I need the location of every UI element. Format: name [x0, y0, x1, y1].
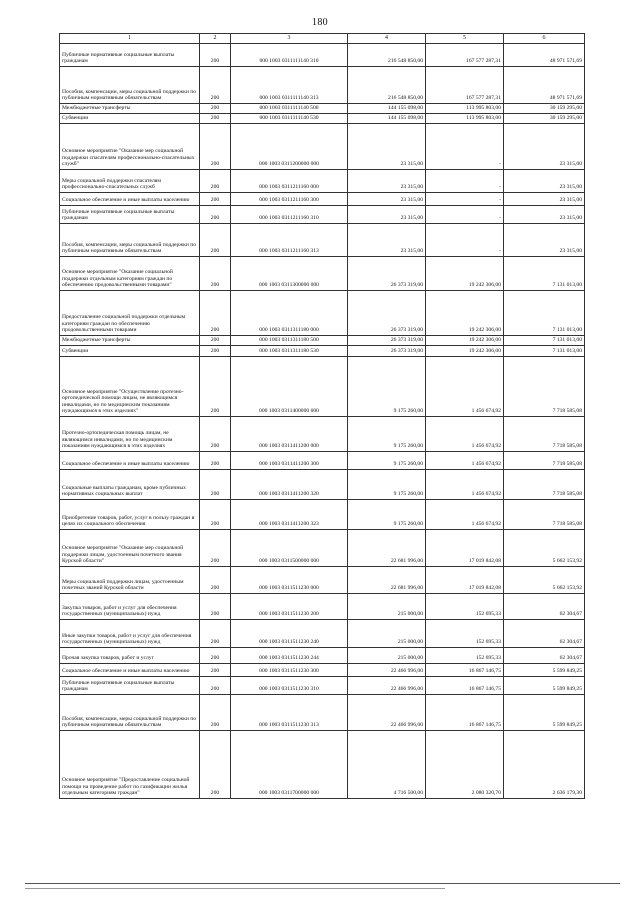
row-approved-cell: 4 716 500,00: [348, 731, 426, 799]
row-executed-cell: 152 695,33: [426, 648, 504, 664]
row-kbk-cell: 000 1003 0311211160 000: [231, 170, 348, 193]
row-name-cell: Основное мероприятие "Оказание социальной поддержки отдельным категориям граждан по обеспечению продовольственными товарами": [60, 257, 200, 291]
row-code-cell: 200: [200, 114, 231, 124]
row-executed-cell: 1 456 674,92: [426, 470, 504, 500]
page-bottom-rule-secondary: [25, 888, 445, 889]
row-name-cell: Протезно-ортопедическая помощь лицам, не являющимся инвалидами, но по медицинским показаниям нуждающимся в этих изделиях: [60, 417, 200, 452]
row-code-cell: 200: [200, 648, 231, 664]
table-row: [60, 417, 585, 452]
row-executed-cell: 152 695,33: [426, 594, 504, 620]
table-row: [60, 620, 585, 648]
row-kbk-cell: 000 1003 0311511230 300: [231, 664, 348, 677]
row-remaining-cell: 23 315,00: [504, 206, 585, 224]
row-executed-cell: 17 019 842,08: [426, 530, 504, 567]
row-remaining-cell: 5 662 153,92: [504, 567, 585, 594]
row-approved-cell: 22 681 996,00: [348, 530, 426, 567]
table-row: [60, 500, 585, 530]
row-executed-cell: 16 867 146,75: [426, 677, 504, 695]
row-approved-cell: 26 373 319,00: [348, 257, 426, 291]
row-executed-cell: 19 242 306,00: [426, 336, 504, 346]
row-code-cell: 200: [200, 224, 231, 257]
row-code-cell: 200: [200, 124, 231, 170]
row-name-cell: Публичные нормативные социальные выплаты гражданам: [60, 206, 200, 224]
column-header-2: 2: [200, 34, 231, 44]
row-remaining-cell: 5 662 153,92: [504, 530, 585, 567]
row-approved-cell: 23 315,00: [348, 124, 426, 170]
row-code-cell: 200: [200, 417, 231, 452]
column-header-5: 5: [426, 34, 504, 44]
row-remaining-cell: 7 718 585,08: [504, 452, 585, 470]
row-approved-cell: 216 548 850,00: [348, 67, 426, 104]
table-row: [60, 664, 585, 677]
row-kbk-cell: 000 1003 0311211160 300: [231, 193, 348, 206]
row-code-cell: 200: [200, 530, 231, 567]
row-kbk-cell: 000 1003 0311111140 310: [231, 44, 348, 67]
row-approved-cell: 22 466 996,00: [348, 677, 426, 695]
row-remaining-cell: 30 159 295,00: [504, 104, 585, 114]
table-row: [60, 357, 585, 417]
row-kbk-cell: 000 1003 0311300000 000: [231, 257, 348, 291]
row-kbk-cell: 000 1003 0311311180 000: [231, 291, 348, 336]
row-approved-cell: 216 548 850,00: [348, 44, 426, 67]
table-row: [60, 193, 585, 206]
table-row: [60, 114, 585, 124]
row-code-cell: 200: [200, 44, 231, 67]
row-executed-cell: 1 456 674,92: [426, 452, 504, 470]
row-code-cell: 200: [200, 257, 231, 291]
row-remaining-cell: 23 315,00: [504, 170, 585, 193]
row-name-cell: Приобретение товаров, работ, услуг в пользу граждан в целях их социального обеспечения: [60, 500, 200, 530]
row-name-cell: Иные закупки товаров, работ и услуг для обеспечения государственных (муниципальных) нужд: [60, 620, 200, 648]
table-row: [60, 452, 585, 470]
row-name-cell: Социальное обеспечение и иные выплаты населению: [60, 664, 200, 677]
row-code-cell: 200: [200, 567, 231, 594]
row-name-cell: Социальные выплаты гражданам, кроме публичных нормативных социальных выплат: [60, 470, 200, 500]
row-approved-cell: 23 315,00: [348, 170, 426, 193]
row-code-cell: 200: [200, 695, 231, 731]
row-remaining-cell: 5 599 849,25: [504, 664, 585, 677]
row-executed-cell: 16 867 146,75: [426, 695, 504, 731]
row-executed-cell: 1 456 674,92: [426, 357, 504, 417]
row-name-cell: Пособия, компенсации, меры социальной поддержки по публичным нормативным обязательствам: [60, 224, 200, 257]
row-remaining-cell: 7 718 585,08: [504, 470, 585, 500]
row-executed-cell: -: [426, 224, 504, 257]
row-remaining-cell: 30 159 295,00: [504, 114, 585, 124]
table-row: [60, 124, 585, 170]
table-row: [60, 224, 585, 257]
row-remaining-cell: 7 718 585,08: [504, 417, 585, 452]
table-row: [60, 104, 585, 114]
row-name-cell: Прочая закупка товаров, работ и услуг: [60, 648, 200, 664]
row-code-cell: 200: [200, 677, 231, 695]
row-approved-cell: 9 175 260,00: [348, 452, 426, 470]
table-row: [60, 731, 585, 799]
row-kbk-cell: 000 1003 0311311180 500: [231, 336, 348, 346]
row-remaining-cell: 5 599 849,25: [504, 695, 585, 731]
row-remaining-cell: 62 304,67: [504, 620, 585, 648]
row-kbk-cell: 000 1003 0311111140 530: [231, 114, 348, 124]
row-code-cell: 200: [200, 206, 231, 224]
row-approved-cell: 22 466 996,00: [348, 695, 426, 731]
row-kbk-cell: 000 1003 0311511230 000: [231, 567, 348, 594]
row-approved-cell: 22 681 996,00: [348, 567, 426, 594]
row-executed-cell: 152 695,33: [426, 620, 504, 648]
row-executed-cell: 17 019 842,08: [426, 567, 504, 594]
row-approved-cell: 215 000,00: [348, 594, 426, 620]
row-executed-cell: 19 242 306,00: [426, 346, 504, 357]
row-approved-cell: 9 175 260,00: [348, 357, 426, 417]
row-kbk-cell: 000 1003 0311411200 320: [231, 470, 348, 500]
row-approved-cell: 144 155 098,00: [348, 114, 426, 124]
row-name-cell: Социальное обеспечение и иные выплаты населению: [60, 193, 200, 206]
row-code-cell: 200: [200, 620, 231, 648]
row-remaining-cell: 48 971 571,69: [504, 44, 585, 67]
table-body: [60, 44, 585, 799]
table-row: [60, 336, 585, 346]
row-executed-cell: -: [426, 193, 504, 206]
row-kbk-cell: 000 1003 0311311180 530: [231, 346, 348, 357]
row-name-cell: Межбюджетные трансферты: [60, 104, 200, 114]
row-name-cell: Основное мероприятие "Оказание мер социальной поддержки спасателям профессионально-спасательных служб": [60, 124, 200, 170]
page-number: 180: [312, 17, 328, 28]
row-kbk-cell: 000 1003 0311111140 500: [231, 104, 348, 114]
row-remaining-cell: 48 971 571,69: [504, 67, 585, 104]
row-kbk-cell: 000 1003 0311211160 310: [231, 206, 348, 224]
column-header-3: 3: [231, 34, 348, 44]
row-kbk-cell: 000 1003 0311511230 240: [231, 620, 348, 648]
row-executed-cell: 2 080 320,70: [426, 731, 504, 799]
row-kbk-cell: 000 1003 0311211160 313: [231, 224, 348, 257]
row-name-cell: Социальное обеспечение и иные выплаты населению: [60, 452, 200, 470]
table-row: [60, 67, 585, 104]
row-name-cell: Пособия, компенсации, меры социальной поддержки по публичным нормативным обязательствам: [60, 67, 200, 104]
row-approved-cell: 215 000,00: [348, 620, 426, 648]
row-executed-cell: 167 577 287,31: [426, 67, 504, 104]
row-name-cell: Пособия, компенсации, меры социальной поддержки по публичным нормативным обязательствам: [60, 695, 200, 731]
row-code-cell: 200: [200, 500, 231, 530]
row-executed-cell: 16 867 146,75: [426, 664, 504, 677]
row-code-cell: 200: [200, 452, 231, 470]
column-header-6: 6: [504, 34, 585, 44]
row-approved-cell: 26 373 319,00: [348, 291, 426, 336]
row-remaining-cell: 23 315,00: [504, 224, 585, 257]
row-remaining-cell: 23 315,00: [504, 193, 585, 206]
table-row: [60, 594, 585, 620]
row-code-cell: 200: [200, 664, 231, 677]
budget-execution-table: [59, 33, 585, 799]
row-approved-cell: 215 000,00: [348, 648, 426, 664]
row-kbk-cell: 000 1003 0311511230 200: [231, 594, 348, 620]
row-approved-cell: 23 315,00: [348, 224, 426, 257]
row-remaining-cell: 23 315,00: [504, 124, 585, 170]
row-kbk-cell: 000 1003 0311700000 000: [231, 731, 348, 799]
row-executed-cell: 1 456 674,92: [426, 500, 504, 530]
row-name-cell: Меры социальной поддержки лицам, удостоенным почетных званий Курской области: [60, 567, 200, 594]
row-remaining-cell: 7 131 013,00: [504, 346, 585, 357]
page-bottom-rule: [25, 883, 620, 884]
table-row: [60, 648, 585, 664]
row-name-cell: Закупка товаров, работ и услуг для обеспечения государственных (муниципальных) нужд: [60, 594, 200, 620]
table-row: [60, 567, 585, 594]
row-name-cell: Меры социальной поддержки спасателям профессионально-спасательных служб: [60, 170, 200, 193]
row-code-cell: 200: [200, 357, 231, 417]
table-row: [60, 346, 585, 357]
row-remaining-cell: 7 131 013,00: [504, 257, 585, 291]
row-code-cell: 200: [200, 67, 231, 104]
row-remaining-cell: 7 718 585,08: [504, 500, 585, 530]
row-code-cell: 200: [200, 170, 231, 193]
row-executed-cell: 113 995 803,00: [426, 114, 504, 124]
row-remaining-cell: 5 599 849,25: [504, 677, 585, 695]
row-kbk-cell: 000 1003 0311500000 000: [231, 530, 348, 567]
row-remaining-cell: 7 131 013,00: [504, 336, 585, 346]
row-approved-cell: 9 175 260,00: [348, 500, 426, 530]
column-header-4: 4: [348, 34, 426, 44]
row-approved-cell: 23 315,00: [348, 206, 426, 224]
row-executed-cell: -: [426, 206, 504, 224]
row-kbk-cell: 000 1003 0311511230 310: [231, 677, 348, 695]
row-remaining-cell: 62 304,67: [504, 594, 585, 620]
row-name-cell: Публичные нормативные социальные выплаты гражданам: [60, 44, 200, 67]
row-code-cell: 200: [200, 104, 231, 114]
row-approved-cell: 26 373 319,00: [348, 336, 426, 346]
row-approved-cell: 22 466 996,00: [348, 664, 426, 677]
row-name-cell: Субвенции: [60, 346, 200, 357]
row-executed-cell: 1 456 674,92: [426, 417, 504, 452]
table-row: [60, 470, 585, 500]
row-code-cell: 200: [200, 470, 231, 500]
row-kbk-cell: 000 1003 0311411200 000: [231, 417, 348, 452]
row-code-cell: 200: [200, 346, 231, 357]
row-executed-cell: -: [426, 124, 504, 170]
row-name-cell: Субвенции: [60, 114, 200, 124]
row-approved-cell: 26 373 319,00: [348, 346, 426, 357]
row-kbk-cell: 000 1003 0311400000 000: [231, 357, 348, 417]
row-kbk-cell: 000 1003 0311200000 000: [231, 124, 348, 170]
row-name-cell: Основное мероприятие "Осуществление протезно-ортопедической помощи лицам, не являющимся инвалидами, но по медицинским показаниям нуждающимся в этих изделиях": [60, 357, 200, 417]
row-code-cell: 200: [200, 291, 231, 336]
row-approved-cell: 23 315,00: [348, 193, 426, 206]
row-code-cell: 200: [200, 594, 231, 620]
column-number-row: [60, 34, 585, 44]
row-executed-cell: 113 995 803,00: [426, 104, 504, 114]
row-kbk-cell: 000 1003 0311511230 244: [231, 648, 348, 664]
row-remaining-cell: 7 718 585,08: [504, 357, 585, 417]
row-name-cell: Основное мероприятие "Предоставление социальной помощи на проведение работ по газификации жилья отдельным категориям граждан": [60, 731, 200, 799]
table-row: [60, 170, 585, 193]
row-kbk-cell: 000 1003 0311411200 323: [231, 500, 348, 530]
row-kbk-cell: 000 1003 0311511230 313: [231, 695, 348, 731]
row-approved-cell: 9 175 260,00: [348, 417, 426, 452]
table-row: [60, 530, 585, 567]
table-row: [60, 206, 585, 224]
row-executed-cell: 167 577 287,31: [426, 44, 504, 67]
row-remaining-cell: 2 636 179,30: [504, 731, 585, 799]
row-executed-cell: 19 242 306,00: [426, 291, 504, 336]
row-name-cell: Основное мероприятие "Оказание мер социальной поддержки лицам, удостоенным почетного звания Курской области": [60, 530, 200, 567]
row-approved-cell: 144 155 098,00: [348, 104, 426, 114]
row-executed-cell: 19 242 306,00: [426, 257, 504, 291]
table-row: [60, 257, 585, 291]
row-code-cell: 200: [200, 193, 231, 206]
row-kbk-cell: 000 1003 0311411200 300: [231, 452, 348, 470]
row-name-cell: Предоставление социальной поддержки отдельным категориям граждан по обеспечению продовольственными товарами: [60, 291, 200, 336]
table-row: [60, 695, 585, 731]
row-approved-cell: 9 175 260,00: [348, 470, 426, 500]
row-remaining-cell: 62 304,67: [504, 648, 585, 664]
row-kbk-cell: 000 1003 0311111140 313: [231, 67, 348, 104]
row-executed-cell: -: [426, 170, 504, 193]
column-header-1: 1: [60, 34, 200, 44]
row-name-cell: Межбюджетные трансферты: [60, 336, 200, 346]
row-remaining-cell: 7 131 013,00: [504, 291, 585, 336]
row-name-cell: Публичные нормативные социальные выплаты гражданам: [60, 677, 200, 695]
table-row: [60, 291, 585, 336]
table-row: [60, 677, 585, 695]
row-code-cell: 200: [200, 336, 231, 346]
table-row: [60, 44, 585, 67]
row-code-cell: 200: [200, 731, 231, 799]
